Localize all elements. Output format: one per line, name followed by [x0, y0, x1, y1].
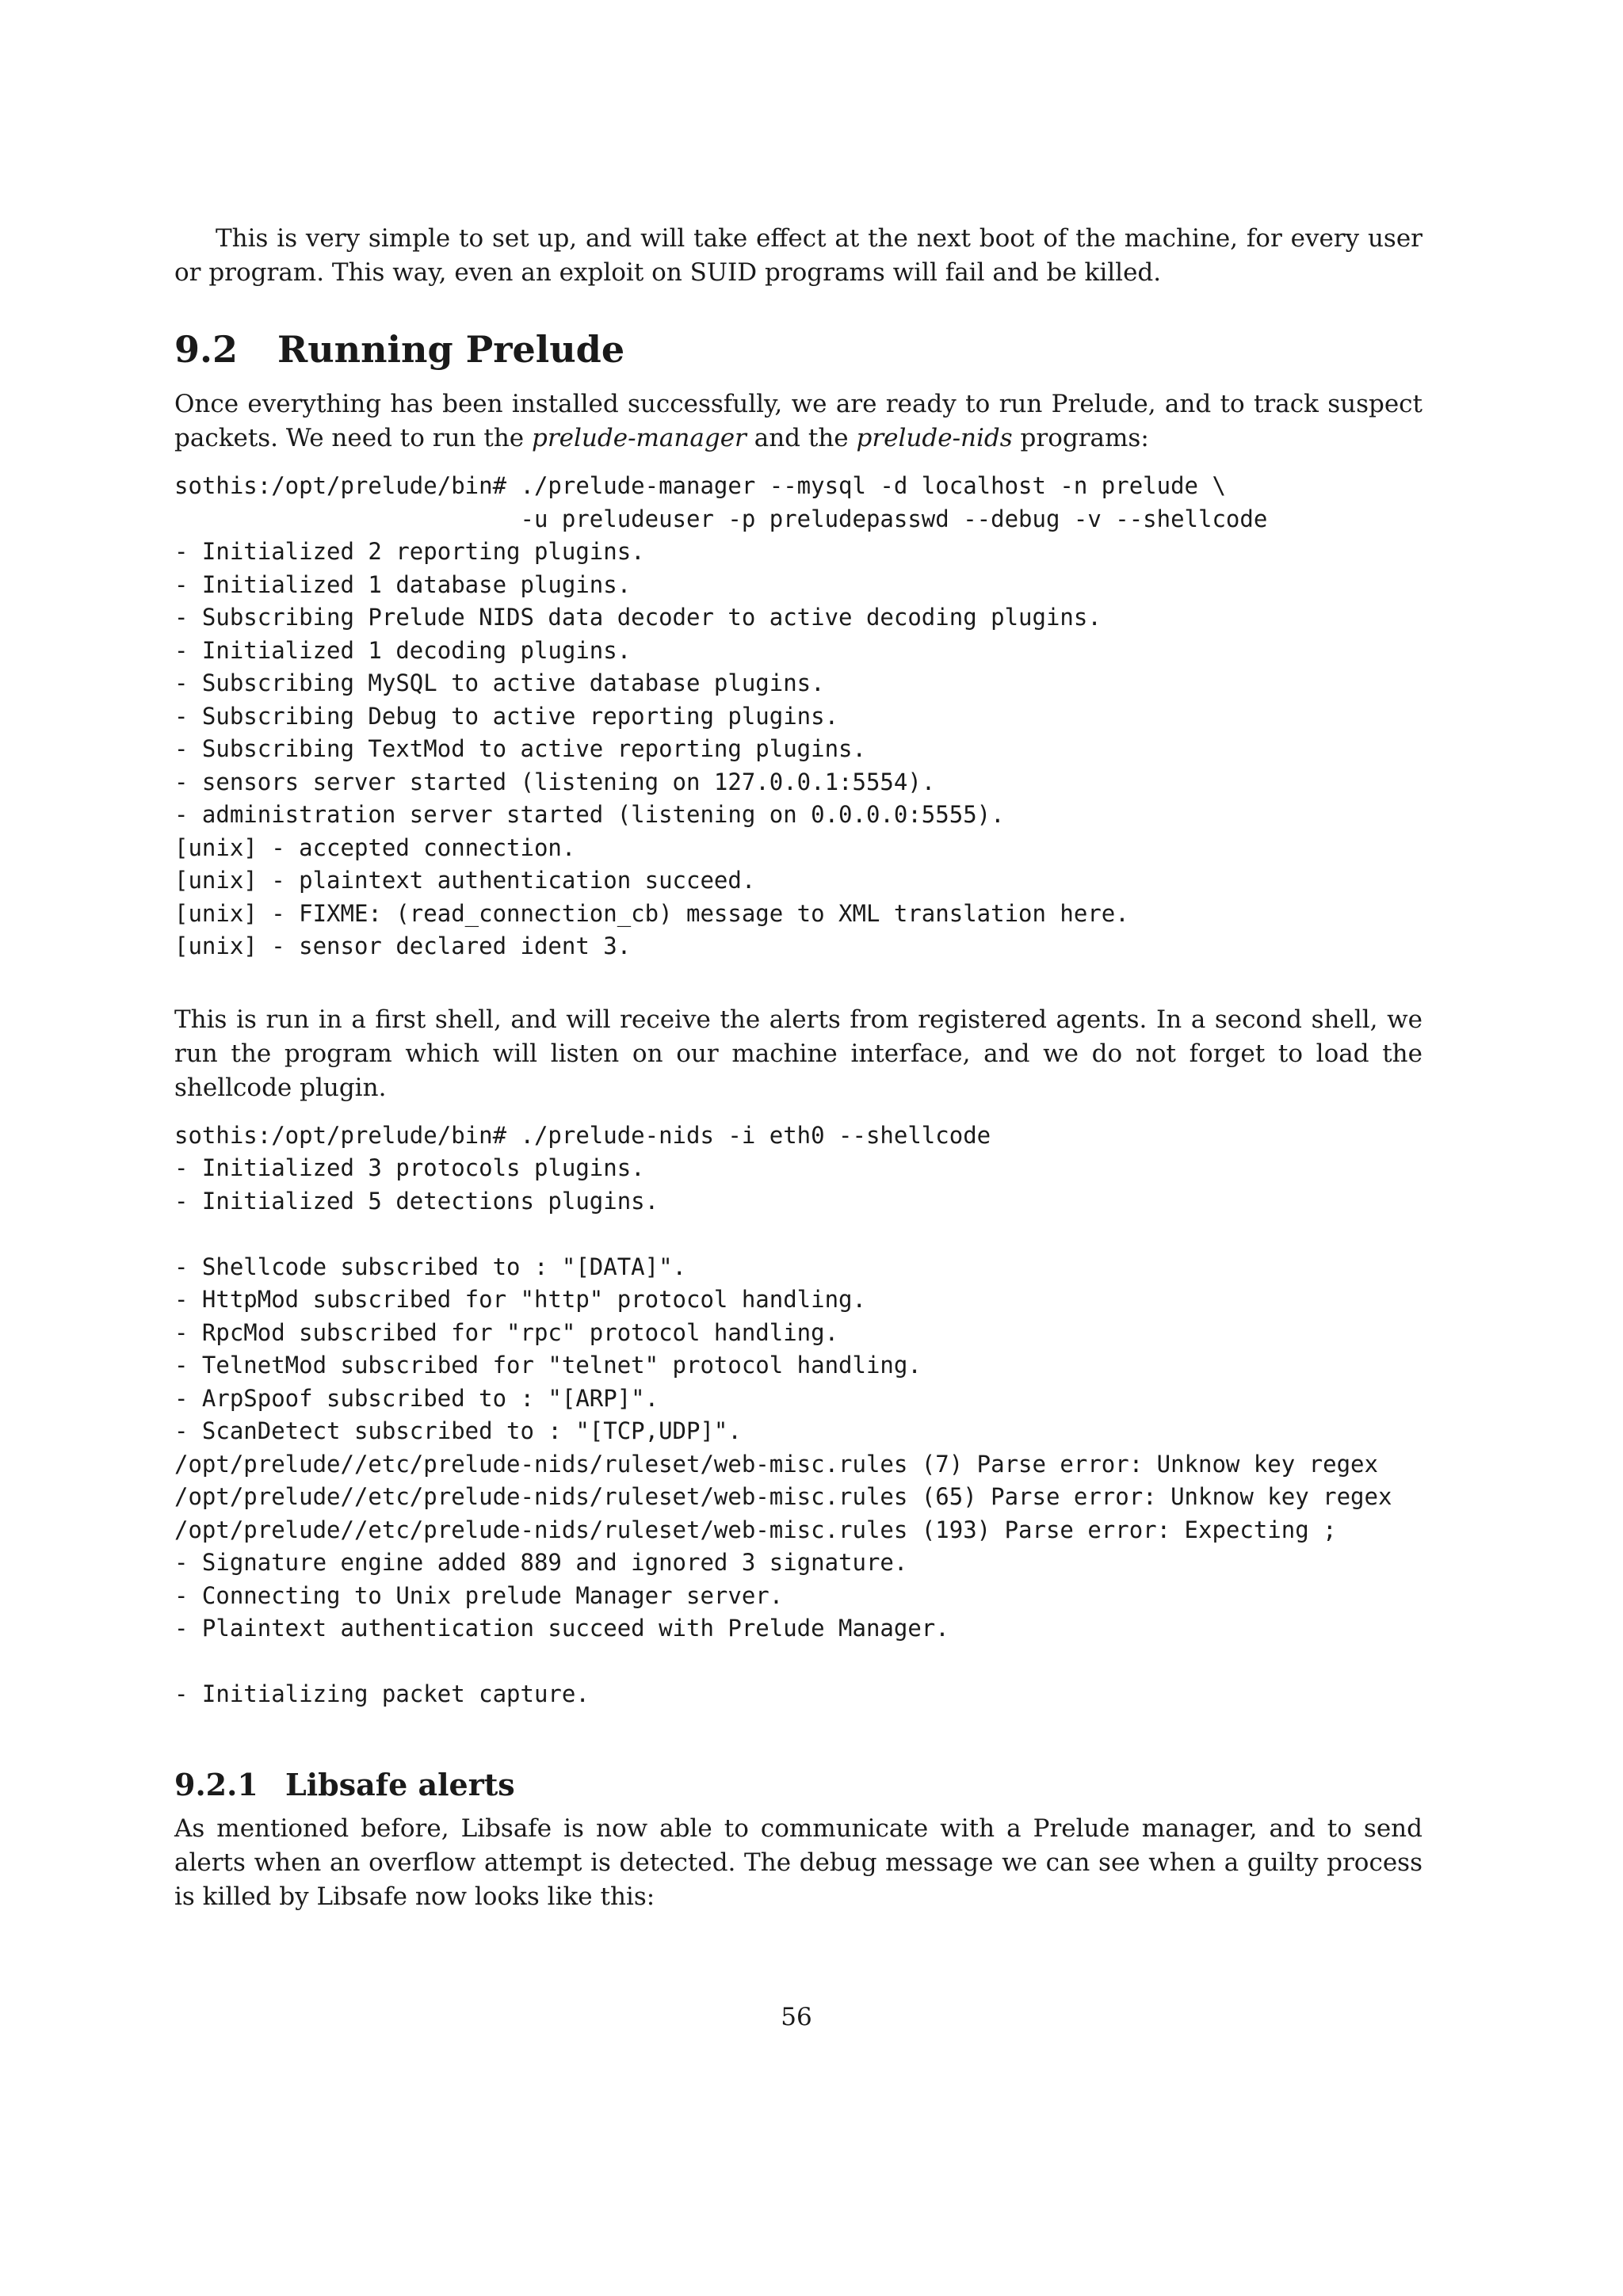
prelude-manager-term: prelude-manager	[531, 424, 747, 453]
para1-text-3: programs:	[1012, 424, 1149, 453]
paragraph-run-prelude	[174, 387, 1423, 456]
subsection-title: Libsafe alerts	[285, 1766, 515, 1802]
code-block-prelude-manager: sothis:/opt/prelude/bin# ./prelude-manager --mysql -d localhost -n prelude \ -u preludeuser -p preludepasswd --debug -v --shellcode - Initialized 2 reporting plugins. - Initialized 1 database plugins. - Subscribing Prelude NIDS data decoder to active decoding plugins. - Initialized 1 decoding plugins. - Subscribing MySQL to active database plugins. - Subscribing Debug to active reporting plugins. - Subscribing TextMod to active reporting plugins. - sensors server started (listening on 127.0.0.1:5554). - administration server started (listening on 0.0.0.0:5555). [unix] - accepted connection. [unix] - plaintext authentication succeed. [unix] - FIXME: (read_connection_cb) message to XML translation here. [unix] - sensor declared ident 3.	[174, 472, 1268, 960]
paragraph-libsafe-alerts: As mentioned before, Libsafe is now able to communicate with a Prelude manager, and to send alerts when an overflow attempt is detected. The debug message we can see when a guilty process is killed by Libsafe now looks like this:	[174, 1814, 1423, 1912]
para1-text-2: and the	[746, 424, 857, 453]
section-number: 9.2	[174, 328, 239, 371]
code-block-prelude-nids: sothis:/opt/prelude/bin# ./prelude-nids -i eth0 --shellcode - Initialized 3 protocols plugins. - Initialized 5 detections plugins. - Shellcode subscribed to : "[DATA]". - HttpMod subscribed for "http" protocol handling. - RpcMod subscribed for "rpc" protocol handling. - TelnetMod subscribed for "telnet" protocol handling. - ArpSpoof subscribed to : "[ARP]". - ScanDetect subscribed to : "[TCP,UDP]". /opt/prelude//etc/prelude-nids/ruleset/web-misc.rules (7) Parse error: Unknow key regex /opt/prelude//etc/prelude-nids/ruleset/web-misc.rules (65) Parse error: Unknow key regex /opt/prelude//etc/prelude-nids/ruleset/web-misc.rules (193) Parse error: Expecting ; - Signature engine added 889 and ignored 3 signature. - Connecting to Unix prelude Manager server. - Plaintext authentication succeed with Prelude Manager. - Initializing packet capture.	[174, 1121, 1392, 1708]
spacer	[174, 963, 1423, 1003]
subsection-heading	[174, 1767, 1423, 1803]
section-heading	[174, 328, 1423, 372]
para1-text-1: Once everything has been installed successfully, we are ready to run Prelude, and to track suspect packets. We need to run the	[174, 390, 1423, 453]
section-title: Running Prelude	[277, 328, 625, 371]
prelude-nids-term: prelude-nids	[856, 424, 1013, 453]
intro-paragraph: This is very simple to set up, and will take effect at the next boot of the machine, for every user or program. This way, even an exploit on SUID programs will fail and be killed.	[174, 224, 1423, 287]
page-number: 56	[781, 2003, 812, 2031]
page-body	[174, 222, 1423, 1914]
paragraph-second-shell: This is run in a first shell, and will receive the alerts from registered agents. In a second shell, we run the program which will listen on our machine interface, and we do not forget to load the shellcode plugin.	[174, 1005, 1423, 1102]
subsection-number: 9.2.1	[174, 1766, 258, 1802]
